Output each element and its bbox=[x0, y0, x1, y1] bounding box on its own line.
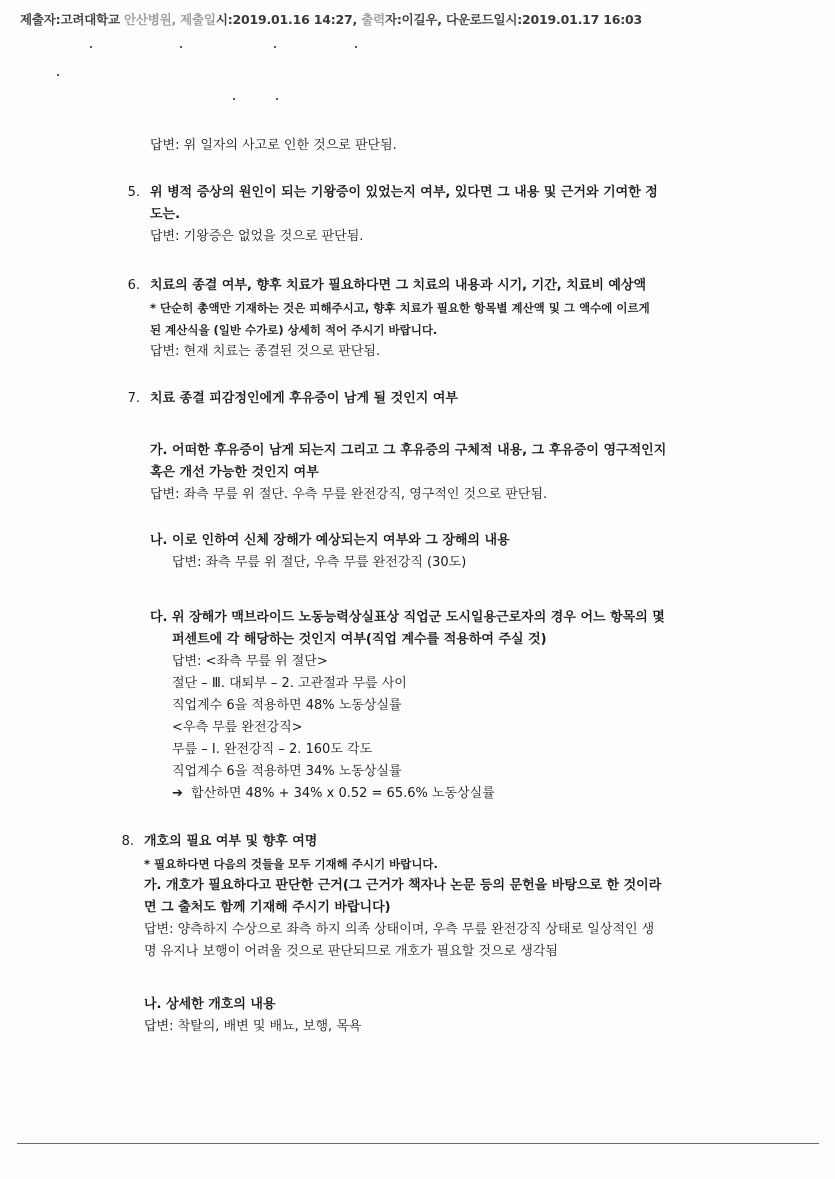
q7c-label: 다. bbox=[150, 610, 168, 625]
q7c-sum-line: 합산하면 48% + 34% x 0.52 = 65.6% 노동상실률 bbox=[191, 786, 495, 801]
footer-rule bbox=[17, 1143, 819, 1144]
q7c-answer-line: 무릎 – Ⅰ. 완전강직 – 2. 160도 각도 bbox=[172, 742, 373, 757]
q6-block bbox=[150, 275, 650, 363]
q7c-answer bbox=[150, 651, 665, 805]
q6-answer: 답변: 현재 치료는 종결된 것으로 판단됨. bbox=[150, 344, 381, 359]
q6-question: 치료의 종결 여부, 향후 치료가 필요하다면 그 치료의 내용과 시기, 기간, 치료비 예상액 bbox=[150, 278, 647, 293]
q7c-answer-line: <우측 무릎 완전강직> bbox=[172, 720, 303, 735]
q7b-label: 나. bbox=[150, 533, 168, 548]
q6-note-line2: 된 계산식을 (일반 수가로) 상세히 적어 주시기 바랍니다. bbox=[150, 323, 438, 337]
q5-number: 5. bbox=[127, 185, 140, 200]
scan-speck bbox=[233, 98, 235, 100]
q5-question-line2: 도는. bbox=[150, 207, 181, 222]
q7a-line2: 혹은 개선 가능한 것인지 여부 bbox=[150, 465, 319, 480]
scan-speck bbox=[57, 74, 59, 76]
q6-note-line1: * 단순히 총액만 기재하는 것은 피해주시고, 향후 치료가 필요한 항목별 계산액 및 그 액수에 이르게 bbox=[150, 301, 650, 315]
q8a-line1: 가. 개호가 필요하다고 판단한 근거(그 근거가 책자나 논문 등의 문헌을 바탕으로 한 것이라 bbox=[144, 878, 662, 893]
output-person: 자:이길우, bbox=[384, 12, 442, 27]
submit-date: 시:2019.01.16 14:27, bbox=[215, 12, 358, 27]
q6-number: 6. bbox=[127, 278, 140, 293]
scan-speck bbox=[355, 46, 357, 48]
q8-note: * 필요하다면 다음의 것들을 모두 기재해 주시기 바랍니다. bbox=[144, 857, 438, 871]
scan-speck bbox=[274, 46, 276, 48]
q7c-line2: 퍼센트에 각 해당하는 것인지 여부(직업 계수를 적용하여 주실 것) bbox=[172, 632, 547, 647]
q7a-answer: 답변: 좌측 무릎 위 절단. 우측 무릎 완전강직, 영구적인 것으로 판단됨. bbox=[150, 487, 548, 502]
download-time: 다운로드일시:2019.01.17 16:03 bbox=[441, 12, 643, 27]
arrow-icon: ➔ bbox=[172, 786, 183, 801]
q8b-answer: 답변: 착탈의, 배변 및 배뇨, 보행, 목욕 bbox=[144, 1019, 362, 1034]
q5-answer: 답변: 기왕증은 없었을 것으로 판단됨. bbox=[150, 229, 364, 244]
submitter-value: 고려대학교 bbox=[60, 12, 120, 27]
q7c-answer-line: 직업계수 6을 적용하면 34% 노동상실률 bbox=[172, 764, 402, 779]
submitter-label: 제출자: bbox=[20, 12, 61, 27]
q7b-answer: 답변: 좌측 무릎 위 절단, 우측 무릎 완전강직 (30도) bbox=[172, 555, 467, 570]
q7a-block bbox=[150, 440, 666, 506]
q8a-answer-line1: 답변: 양측하지 수상으로 좌측 하지 의족 상태이며, 우측 무릎 완전강직 상태로 일상적인 생 bbox=[144, 922, 655, 937]
q7c-answer-line: 직업계수 6을 적용하면 48% 노동상실률 bbox=[172, 698, 402, 713]
q5-question-line1: 위 병적 증상의 원인이 되는 기왕증이 있었는지 여부, 있다면 그 내용 및 근거와 기여한 정 bbox=[150, 185, 658, 200]
q8-block bbox=[144, 831, 661, 963]
answer-top: 답변: 위 일자의 사고로 인한 것으로 판단됨. bbox=[150, 138, 397, 153]
document-header bbox=[20, 10, 800, 28]
q7c-answer-line: 답변: <좌측 무릎 위 절단> bbox=[172, 654, 328, 669]
submitter-hospital: 안산병원, bbox=[119, 12, 177, 27]
q8a-line2: 면 그 출처도 함께 기재해 주시기 바랍니다) bbox=[144, 900, 391, 915]
output-label: 출력 bbox=[357, 12, 385, 27]
q7b-question: 이로 인하여 신체 장해가 예상되는지 여부와 그 장해의 내용 bbox=[172, 533, 510, 548]
q8-question: 개호의 필요 여부 및 향후 여명 bbox=[144, 834, 318, 849]
submit-date-label: 제출일 bbox=[176, 12, 216, 27]
q7c-block bbox=[150, 607, 665, 805]
q7b-block bbox=[150, 530, 510, 574]
q5-block bbox=[150, 182, 658, 248]
q8-number: 8. bbox=[121, 834, 134, 849]
q7c-line1: 위 장해가 맥브라이드 노동능력상실표상 직업군 도시일용근로자의 경우 어느 항목의 몇 bbox=[172, 610, 665, 625]
q8a-answer-line2: 명 유지나 보행이 어려울 것으로 판단되므로 개호가 필요할 것으로 생각됨 bbox=[144, 944, 558, 959]
scan-speck bbox=[276, 98, 278, 100]
q8b-question: 나. 상세한 개호의 내용 bbox=[144, 997, 276, 1012]
q7c-answer-line: 절단 – Ⅲ. 대퇴부 – 2. 고관절과 무릎 사이 bbox=[172, 676, 407, 691]
scan-speck bbox=[90, 46, 92, 48]
q8b-block bbox=[144, 994, 361, 1038]
q7-question: 치료 종결 피감정인에게 후유증이 남게 될 것인지 여부 bbox=[150, 391, 458, 406]
q7-number: 7. bbox=[127, 391, 140, 406]
scan-speck bbox=[180, 46, 182, 48]
q7a-line1: 가. 어떠한 후유증이 남게 되는지 그리고 그 후유증의 구체적 내용, 그 후유증이 영구적인지 bbox=[150, 443, 667, 458]
